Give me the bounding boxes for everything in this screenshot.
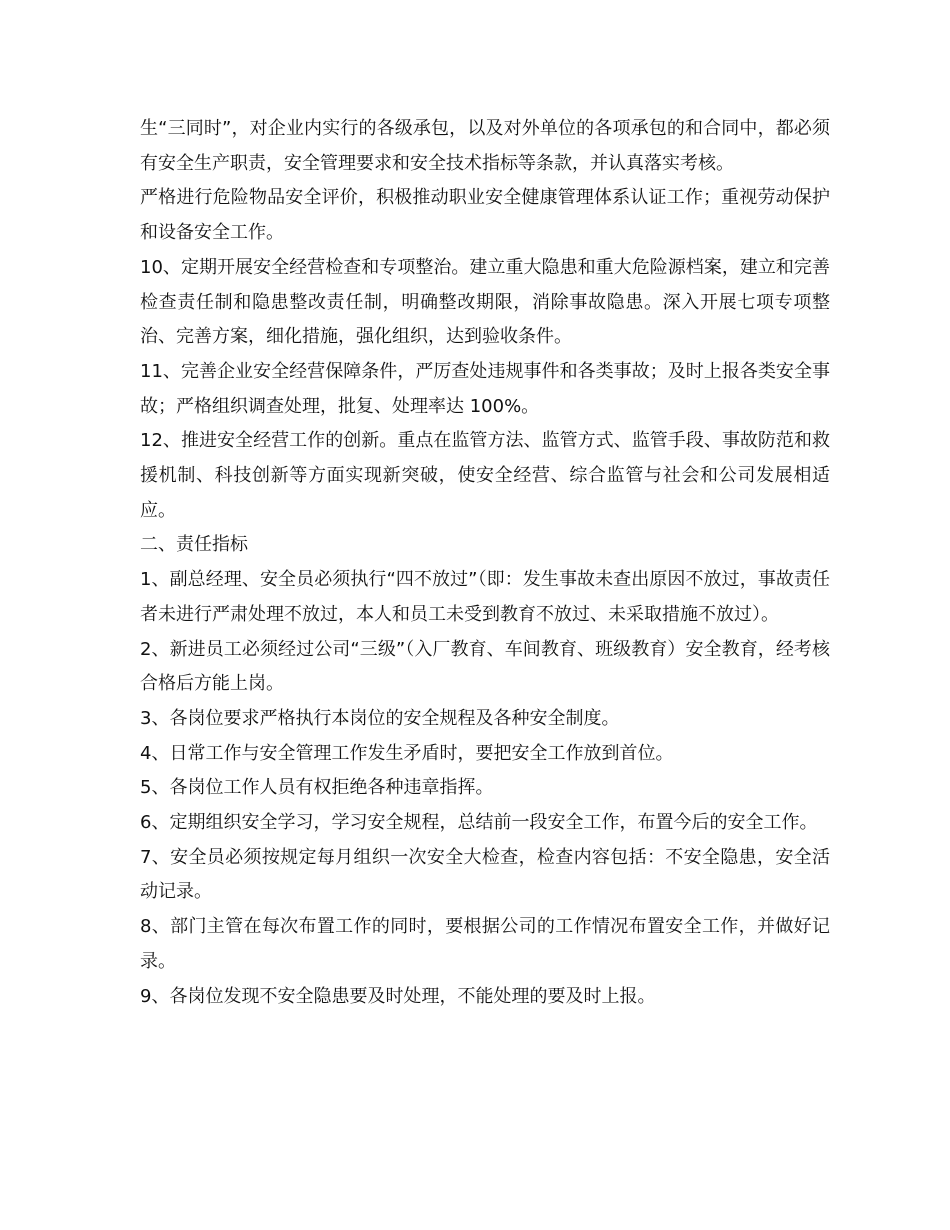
paragraph: 2、新进员工必须经过公司“三级”（入厂教育、车间教育、班级教育）安全教育，经考核合格后方能上岗。 (140, 638, 830, 695)
paragraph: 3、各岗位要求严格执行本岗位的安全规程及各种安全制度。 (140, 707, 620, 729)
document-body (140, 112, 830, 1014)
paragraph: 5、各岗位工作人员有权拒绝各种违章指挥。 (140, 777, 494, 799)
paragraph: 严格进行危险物品安全评价，积极推动职业安全健康管理体系认证工作；重视劳动保护和设备安全工作。 (140, 187, 830, 244)
paragraph: 8、部门主管在每次布置工作的同时，要根据公司的工作情况布置安全工作，并做好记录。 (140, 916, 830, 972)
paragraph: 12、推进安全经营工作的创新。重点在监管方法、监管方式、监管手段、事故防范和救援机制、科技创新等方面实现新突破，使安全经营、综合监管与社会和公司发展相适应。 (140, 430, 830, 521)
paragraph: 生“三同时”，对企业内实行的各级承包，以及对外单位的各项承包的和合同中，都必须有安全生产职责，安全管理要求和安全技术指标等条款，并认真落实考核。 (140, 118, 830, 174)
paragraph: 10、定期开展安全经营检查和专项整治。建立重大隐患和重大危险源档案，建立和完善检查责任制和隐患整改责任制，明确整改期限，消除事故隐患。深入开展七项专项整治、完善方案，细化措施，强化组织，达到验收条件。 (140, 256, 830, 348)
paragraph: 1、副总经理、安全员必须执行“四不放过”（即：发生事故未查出原因不放过，事故责任者未进行严肃处理不放过，本人和员工未受到教育不放过、未采取措施不放过）。 (140, 569, 830, 625)
paragraph: 6、定期组织安全学习，学习安全规程，总结前一段安全工作，布置今后的安全工作。 (140, 812, 818, 834)
paragraph: 9、各岗位发现不安全隐患要及时处理，不能处理的要及时上报。 (140, 985, 656, 1007)
paragraph: 4、日常工作与安全管理工作发生矛盾时，要把安全工作放到首位。 (140, 742, 674, 764)
paragraph: 7、安全员必须按规定每月组织一次安全大检查，检查内容包括：不安全隐患，安全活动记录。 (140, 846, 830, 903)
section-heading: 二、责任指标 (140, 534, 248, 556)
paragraph: 11、完善企业安全经营保障条件，严厉查处违规事件和各类事故；及时上报各类安全事故；严格组织调查处理，批复、处理率达 100%。 (140, 360, 830, 417)
